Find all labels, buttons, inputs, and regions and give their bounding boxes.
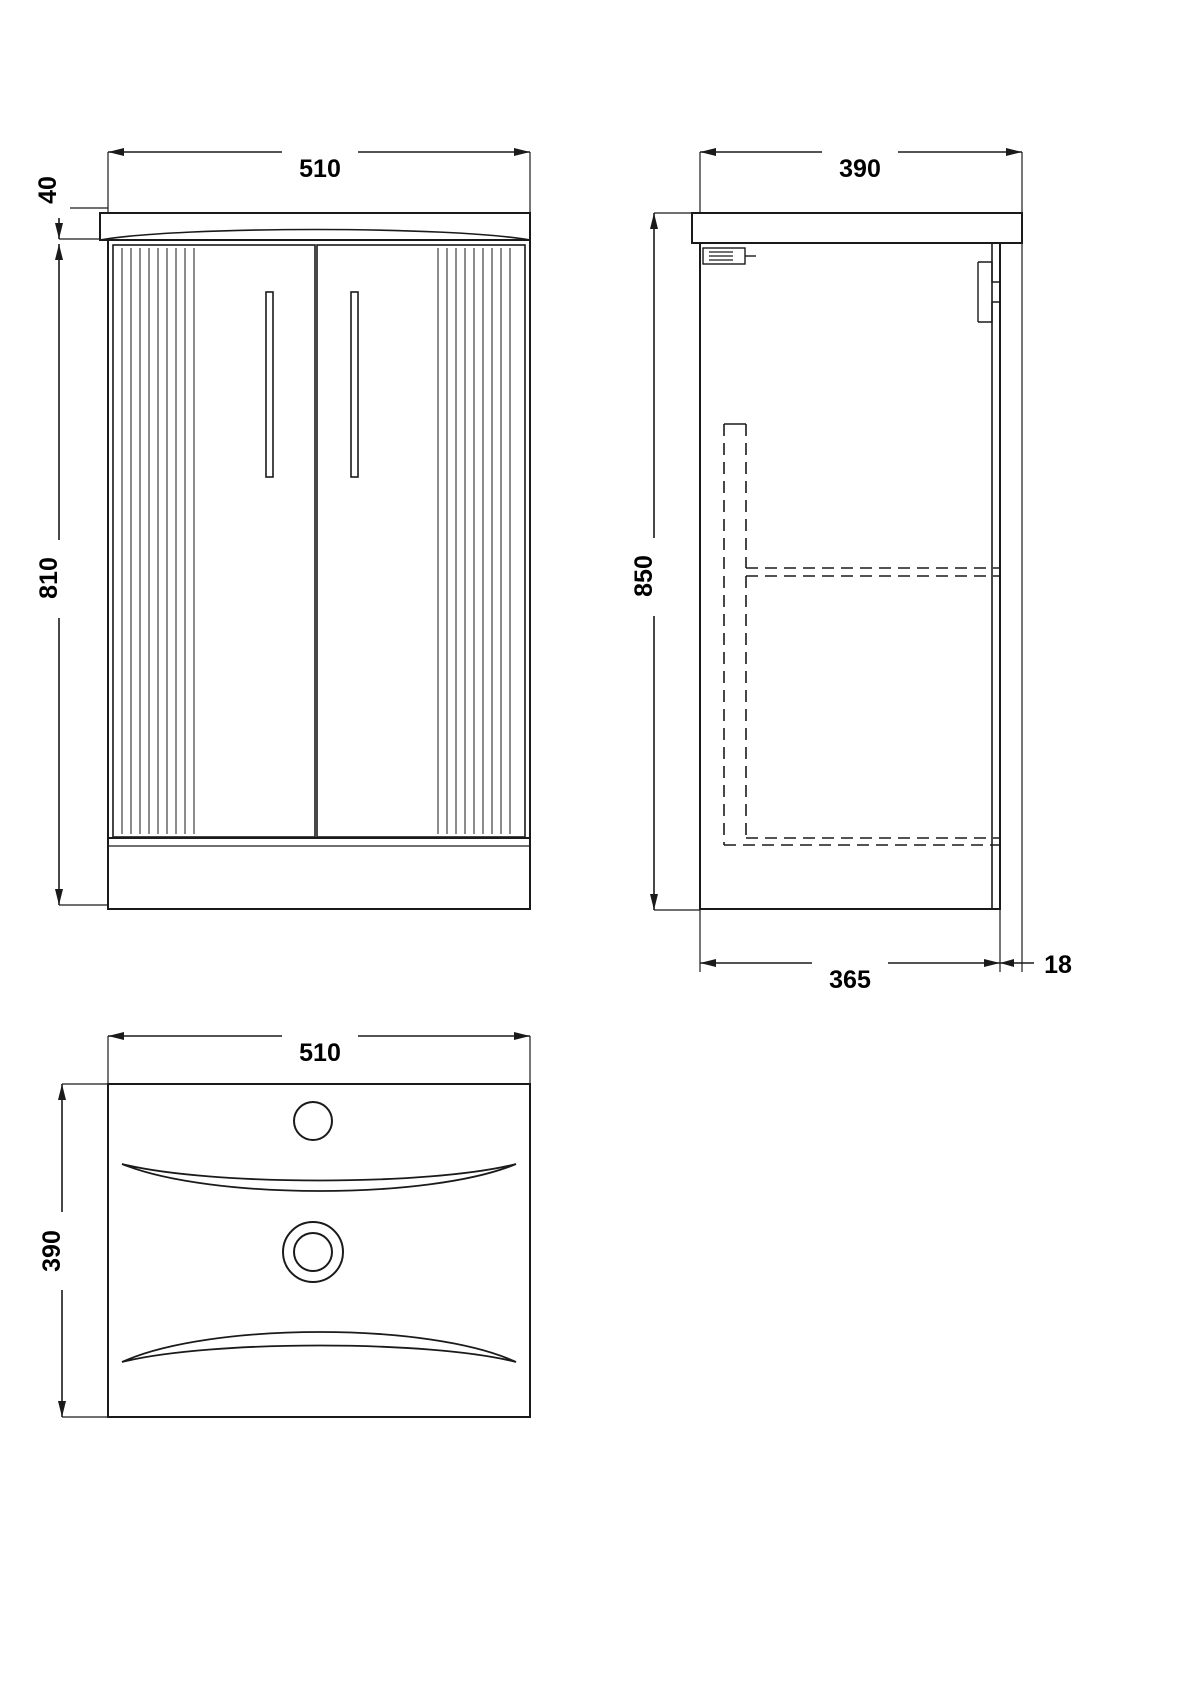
front-top-thickness-dimension [34,162,108,239]
front-worktop [100,213,530,240]
front-height-label: 810 [35,557,63,599]
plan-width-dimension [108,1024,530,1085]
side-inner-depth-label: 365 [829,966,871,994]
waste-hole [283,1222,343,1282]
front-handle-left [266,292,273,477]
basin-plan-view [38,1024,530,1417]
side-height-dimension [630,213,700,910]
front-width-label: 510 [299,155,341,183]
side-depth-label: 390 [839,155,881,183]
tap-hole [294,1102,332,1140]
plan-depth-label: 390 [38,1230,66,1272]
front-handle-right [351,292,358,477]
side-worktop [692,213,1022,243]
side-offset-dimension [1000,243,1072,979]
plan-width-label: 510 [299,1039,341,1067]
front-elevation-view [34,140,530,909]
plan-depth-dimension [38,1084,108,1417]
front-top-thickness-label: 40 [34,176,62,204]
side-inner-depth-dimension [700,909,1000,994]
front-door-left [113,245,315,837]
side-elevation-view [630,140,1072,994]
front-height-dimension [35,244,108,905]
front-door-right [317,245,525,837]
side-offset-label: 18 [1044,951,1072,979]
side-height-label: 850 [630,555,658,597]
